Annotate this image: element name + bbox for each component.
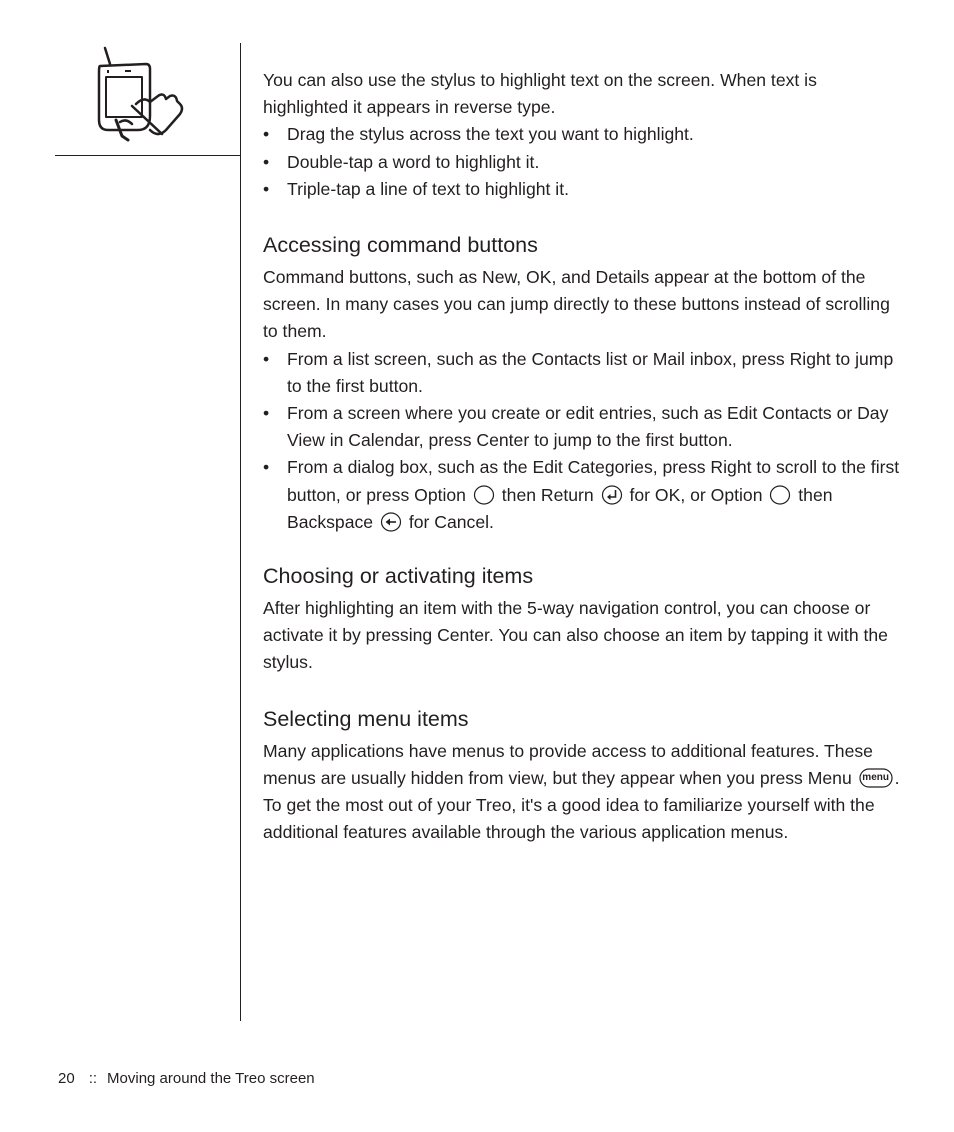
list-item: • Triple-tap a line of text to highlight it. — [263, 176, 903, 203]
footer-title: Moving around the Treo screen — [107, 1070, 315, 1087]
choosing-items-paragraph: After highlighting an item with the 5-way navigation control, you can choose or activate it by pressing Center. You can also choose an item by tapping it with the stylus. — [263, 598, 888, 673]
margin-divider — [55, 155, 241, 156]
footer-separator: :: — [88, 1070, 98, 1087]
backspace-key-icon — [380, 512, 402, 532]
menu-items-paragraph — [263, 738, 903, 847]
intro-bullet-list — [263, 121, 903, 203]
bullet-text: From a dialog box, such as the Edit Categories, press Right to scroll to the first button, or press Option — [287, 457, 900, 505]
heading-choosing-activating-items: Choosing or activating items — [263, 564, 534, 589]
list-item: • From a screen where you create or edit entries, such as Edit Contacts or Day View in Calendar, press Center to jump to the first button. — [263, 400, 903, 454]
bullet-text: for OK, or Option — [629, 484, 763, 505]
heading-accessing-command-buttons: Accessing command buttons — [263, 233, 538, 258]
intro-paragraph: You can also use the stylus to highlight text on the screen. When text is highlighted it appears in reverse type. — [263, 70, 817, 118]
stylus-phone-icon — [92, 44, 188, 144]
bullet-text: then Return — [501, 484, 594, 505]
page-number: 20 — [58, 1070, 75, 1087]
menu-key-icon — [859, 768, 893, 788]
return-key-icon — [601, 485, 623, 505]
list-item: • Double-tap a word to highlight it. — [263, 149, 903, 176]
paragraph-text: . To get the most out of your Treo, it's a good idea to familiarize yourself with the additional features available through the various application menus. — [263, 767, 900, 843]
bullet-text: then Backspace — [287, 484, 833, 532]
list-item: • Drag the stylus across the text you want to highlight. — [263, 121, 903, 148]
list-item: • From a list screen, such as the Contacts list or Mail inbox, press Right to jump to the first button. — [263, 346, 903, 400]
heading-selecting-menu-items: Selecting menu items — [263, 706, 469, 731]
list-item — [263, 454, 903, 536]
page-footer — [58, 1070, 315, 1087]
main-content — [263, 67, 903, 846]
bullet-text: for Cancel. — [408, 511, 494, 532]
menu-key-label: menu — [862, 771, 889, 783]
option-key-icon — [473, 485, 495, 505]
command-buttons-bullet-list — [263, 346, 903, 536]
command-buttons-paragraph: Command buttons, such as New, OK, and Details appear at the bottom of the screen. In many cases you can jump directly to these buttons instead of scrolling to them. — [263, 267, 890, 342]
option-key-icon — [769, 485, 791, 505]
paragraph-text: Many applications have menus to provide access to additional features. These menus are usually hidden from view, but they appear when you press Menu — [263, 740, 873, 788]
vertical-divider — [240, 43, 241, 1021]
